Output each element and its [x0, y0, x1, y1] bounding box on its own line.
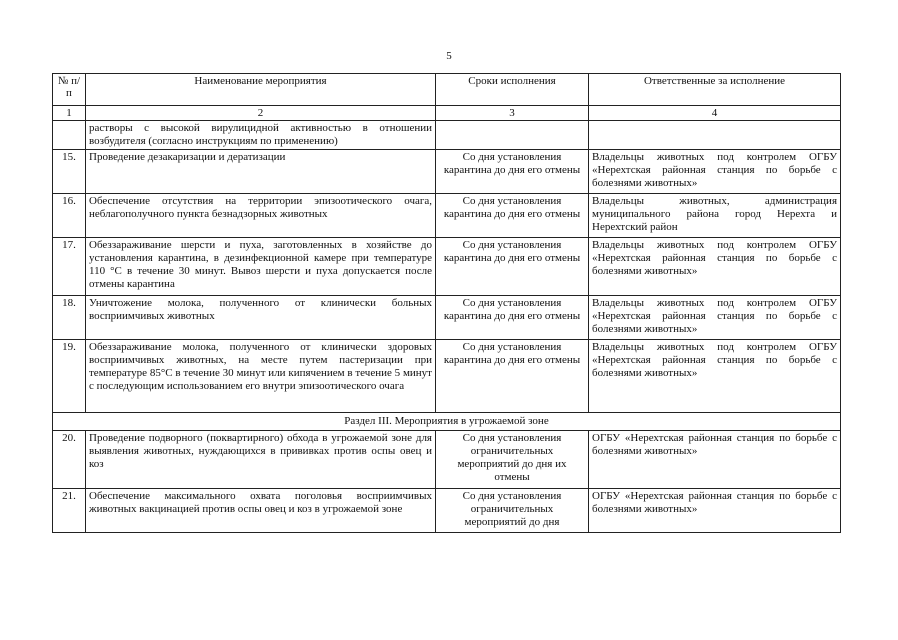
- row-responsible: Владельцы животных, администрация муниципального района город Нерехта и Нерехтский район: [589, 194, 841, 238]
- measures-table: [52, 73, 841, 533]
- row-term: Со дня установления ограничительных мероприятий до дня их отмены: [436, 431, 589, 489]
- row-name: Обеззараживание молока, полученного от клинически здоровых восприимчивых животных, на месте путем пастеризации при температуре 85°С в течение 30 минут или кипячением в течение 5 минут с последующим использованием его внутри эпизоотического очага: [86, 340, 436, 413]
- table-row: [53, 121, 841, 150]
- row-term: Со дня установления карантина до дня его отмены: [436, 150, 589, 194]
- column-number: 4: [589, 106, 841, 121]
- row-name: растворы с высокой вирулицидной активностью в отношении возбудителя (согласно инструкциям по применению): [86, 121, 436, 150]
- row-number: 20.: [53, 431, 86, 489]
- table-row: [53, 150, 841, 194]
- row-number: 15.: [53, 150, 86, 194]
- table-row: [53, 296, 841, 340]
- table-row: [53, 489, 841, 533]
- row-number: 21.: [53, 489, 86, 533]
- row-term: [436, 121, 589, 150]
- row-name: Уничтожение молока, полученного от клинически больных восприимчивых животных: [86, 296, 436, 340]
- row-term: Со дня установления карантина до дня его отмены: [436, 296, 589, 340]
- row-name: Проведение подворного (поквартирного) обхода в угрожаемой зоне для выявления животных, нуждающихся в прививках против оспы овец и коз: [86, 431, 436, 489]
- row-responsible: Владельцы животных под контролем ОГБУ «Нерехтская районная станция по борьбе с болезнями животных»: [589, 296, 841, 340]
- column-number: 1: [53, 106, 86, 121]
- row-name: Обеспечение максимального охвата поголовья восприимчивых животных вакцинацией против оспы овец и коз в угрожаемой зоне: [86, 489, 436, 533]
- row-name: Проведение дезакаризации и дератизации: [86, 150, 436, 194]
- header-row: [53, 74, 841, 106]
- row-term: Со дня установления карантина до дня его отмены: [436, 340, 589, 413]
- table-row: [53, 238, 841, 296]
- header-name: Наименование мероприятия: [86, 74, 436, 106]
- section-row: [53, 413, 841, 431]
- row-term: Со дня установления карантина до дня его отмены: [436, 194, 589, 238]
- row-term: Со дня установления ограничительных мероприятий до дня: [436, 489, 589, 533]
- row-number: [53, 121, 86, 150]
- row-responsible: [589, 121, 841, 150]
- row-term: Со дня установления карантина до дня его отмены: [436, 238, 589, 296]
- table-row: [53, 340, 841, 413]
- header-responsible: Ответственные за исполнение: [589, 74, 841, 106]
- row-name: Обеззараживание шерсти и пуха, заготовленных в хозяйстве до установления карантина, в дезинфекционной камере при температуре 110 °С в течение 30 минут. Вывоз шерсти и пуха допускается после отмены карантина: [86, 238, 436, 296]
- section-title: Раздел III. Мероприятия в угрожаемой зоне: [53, 413, 841, 431]
- column-numbers-row: [53, 106, 841, 121]
- row-number: 16.: [53, 194, 86, 238]
- row-responsible: Владельцы животных под контролем ОГБУ «Нерехтская районная станция по борьбе с болезнями животных»: [589, 150, 841, 194]
- row-responsible: Владельцы животных под контролем ОГБУ «Нерехтская районная станция по борьбе с болезнями животных»: [589, 238, 841, 296]
- row-number: 19.: [53, 340, 86, 413]
- row-number: 18.: [53, 296, 86, 340]
- row-responsible: ОГБУ «Нерехтская районная станция по борьбе с болезнями животных»: [589, 431, 841, 489]
- header-term: Сроки исполнения: [436, 74, 589, 106]
- table-row: [53, 431, 841, 489]
- column-number: 2: [86, 106, 436, 121]
- row-name: Обеспечение отсутствия на территории эпизоотического очага, неблагополучного пункта безнадзорных животных: [86, 194, 436, 238]
- page-number: 5: [446, 50, 452, 62]
- row-responsible: Владельцы животных под контролем ОГБУ «Нерехтская районная станция по борьбе с болезнями животных»: [589, 340, 841, 413]
- row-responsible: ОГБУ «Нерехтская районная станция по борьбе с болезнями животных»: [589, 489, 841, 533]
- column-number: 3: [436, 106, 589, 121]
- table-row: [53, 194, 841, 238]
- row-number: 17.: [53, 238, 86, 296]
- header-number: № п/п: [53, 74, 86, 106]
